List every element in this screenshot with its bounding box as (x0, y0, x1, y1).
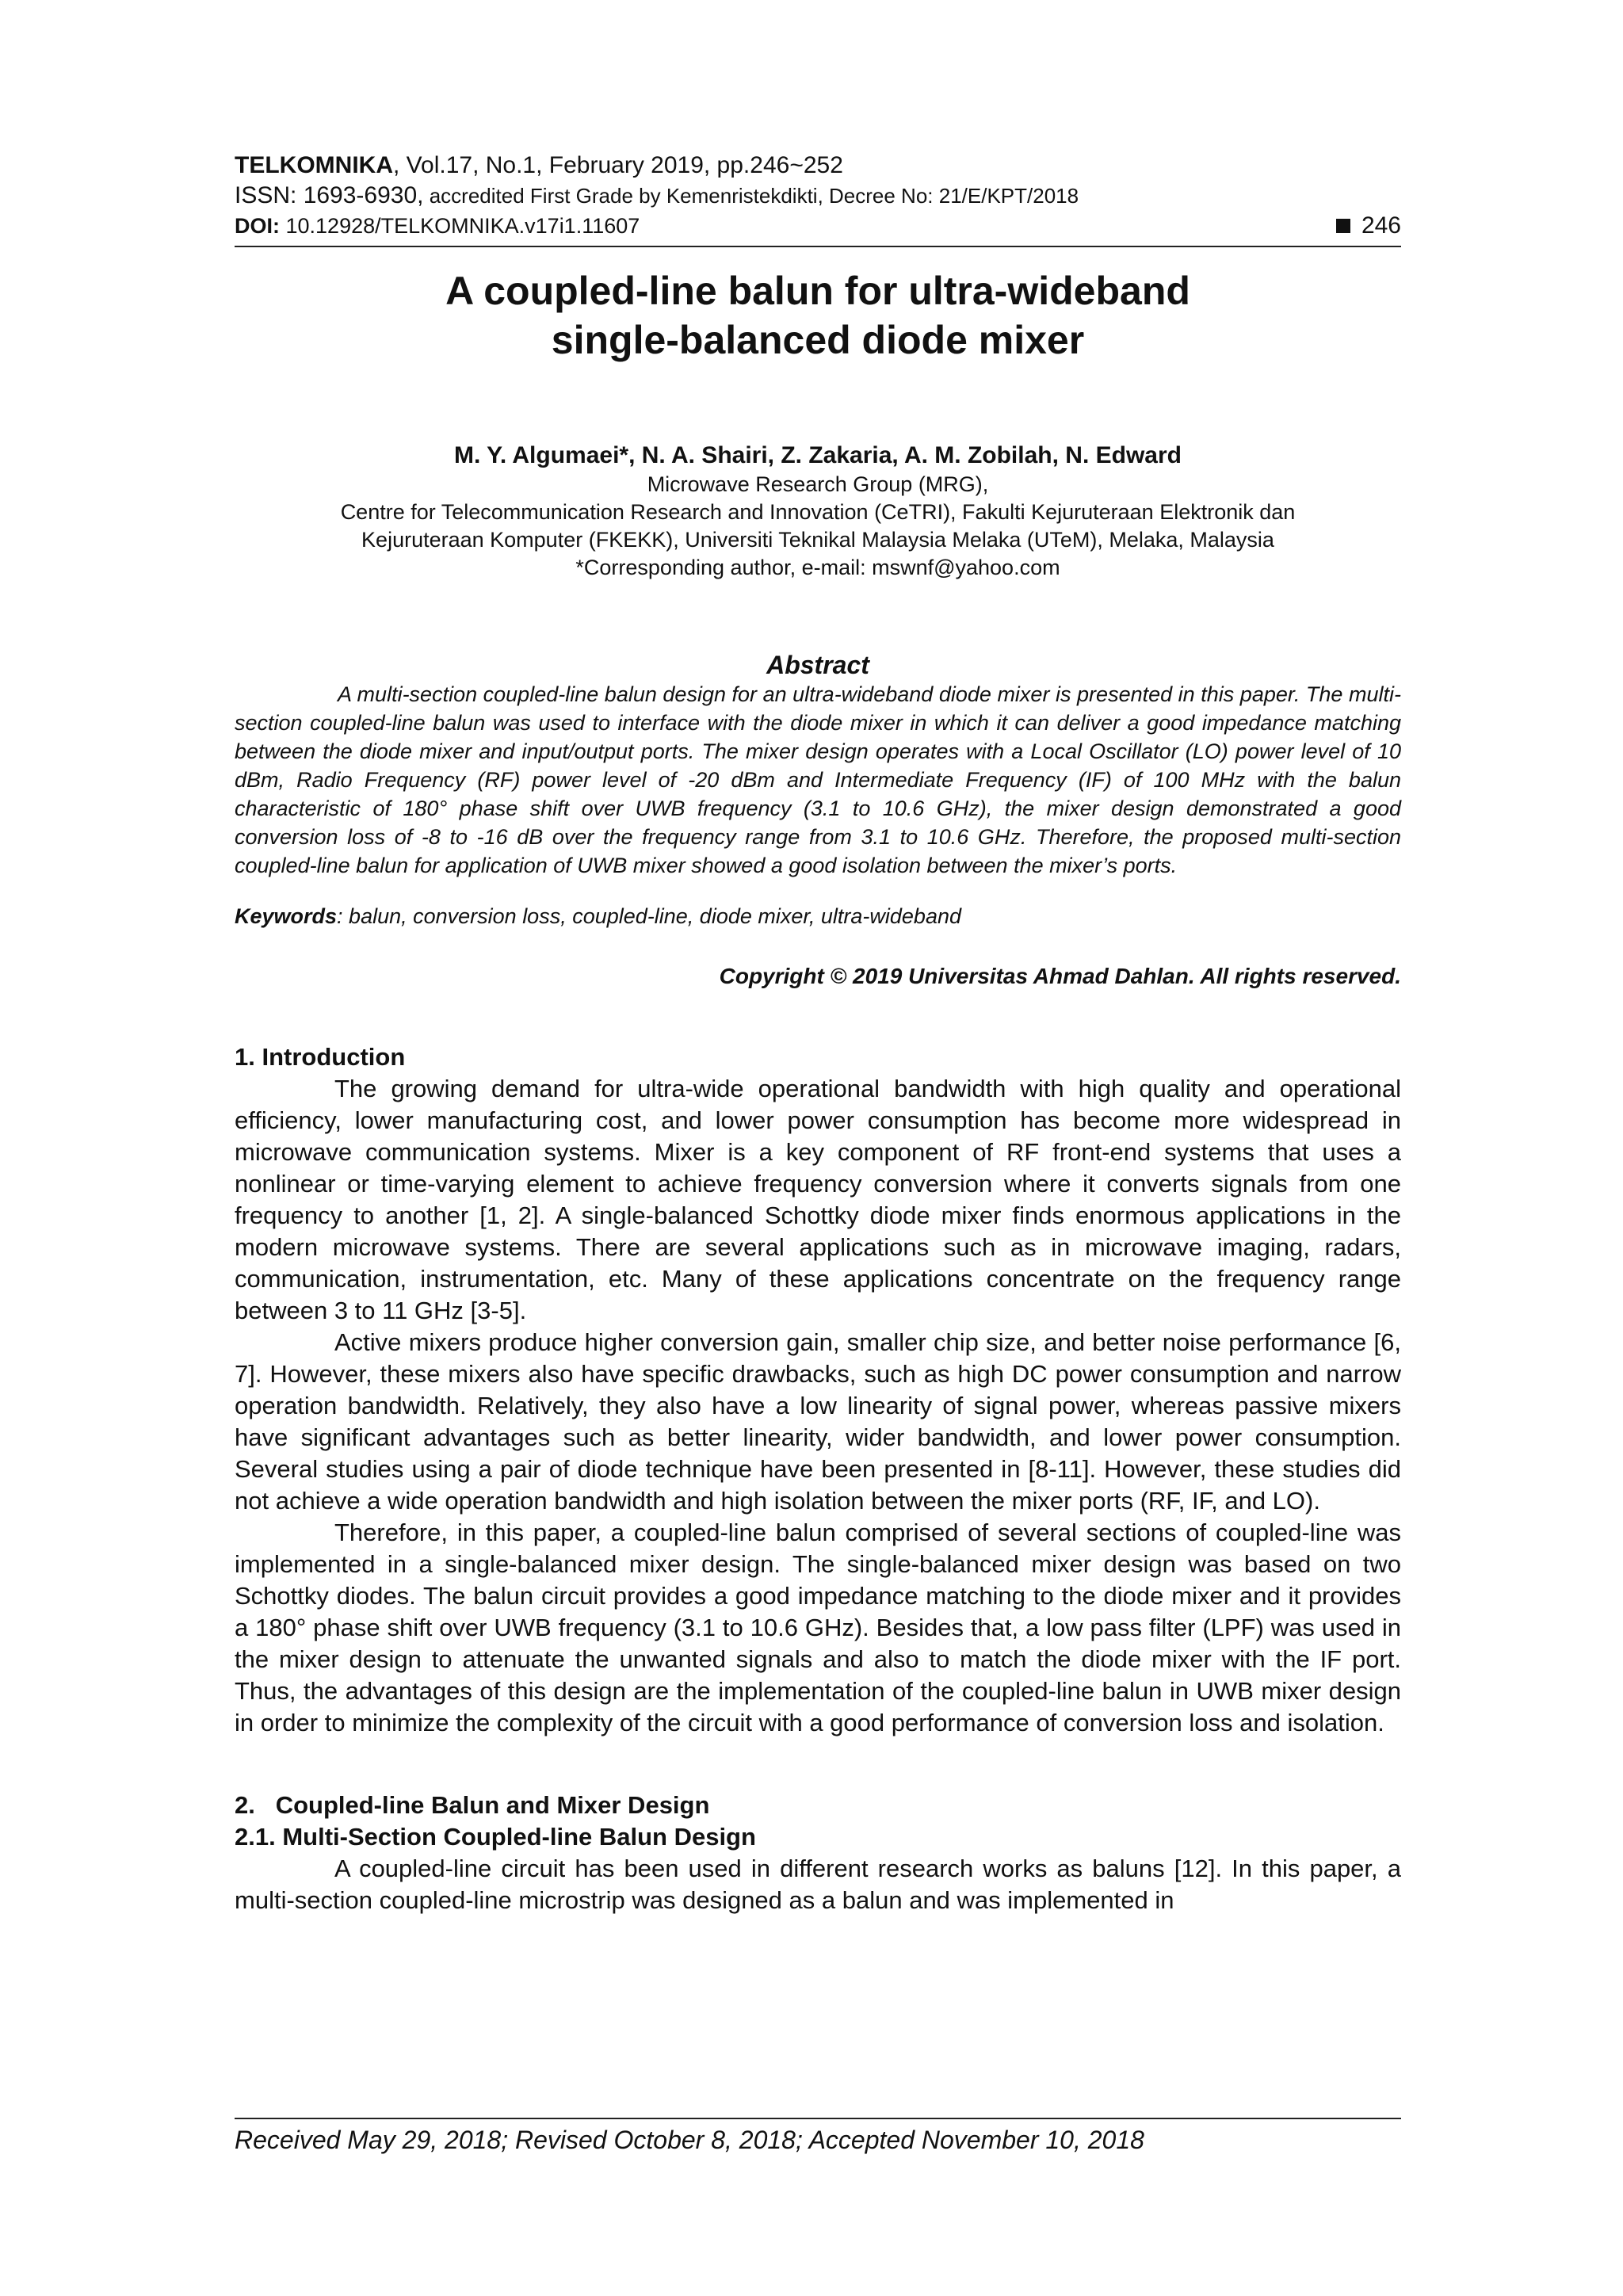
journal-name: TELKOMNIKA (235, 152, 393, 178)
body-paragraph: Therefore, in this paper, a coupled-line balun comprised of several sections of coupled-line was implemented in a single-balanced mixer design. The single-balanced mixer design was based on two Schottky diodes. The balun circuit provides a good impedance matching to the diode mixer and it provides a 180° phase shift over UWB frequency (3.1 to 10.6 GHz). Besides that, a low pass filter (LPF) was used in the mixer design to attenuate the unwanted signals and also to match the diode mixer with the IF port. Thus, the advantages of this design are the implementation of the coupled-line balun in UWB mixer design in order to minimize the complexity of the circuit with a good performance of conversion loss and isolation. (235, 1519, 1401, 1736)
keywords (235, 902, 1401, 930)
paper-title (235, 266, 1401, 365)
journal-info: , Vol.17, No.1, February 2019, pp.246~252 (392, 152, 843, 178)
page-footer (235, 2118, 1401, 2156)
affiliation-line: Centre for Telecommunication Research and Innovation (CeTRI), Fakulti Kejuruteraan Elektronik dan (340, 500, 1296, 524)
section-heading: 2. Coupled-line Balun and Mixer Design (235, 1791, 710, 1819)
footer-rule (235, 2118, 1401, 2119)
body-paragraph: Active mixers produce higher conversion gain, smaller chip size, and better noise performance [6, 7]. However, these mixers also have specific drawbacks, such as high DC power consumption and narrow operation bandwidth. Relatively, they also have a low linearity of signal power, whereas passive mixers have significant advantages such as better linearity, wider bandwidth, and lower power consumption. Several studies using a pair of diode technique have been presented in [8-11]. However, these studies did not achieve a wide operation bandwidth and high isolation between the mixer ports (RF, IF, and LO). (235, 1328, 1401, 1515)
header-rule (235, 246, 1401, 247)
issn-line (235, 181, 1401, 211)
keywords-text: : balun, conversion loss, coupled-line, diode mixer, ultra-wideband (337, 904, 961, 928)
page-number: 246 (1361, 212, 1401, 239)
section-heading: 1. Introduction (235, 1043, 406, 1071)
corresponding-author: *Corresponding author, e-mail: mswnf@yahoo.com (575, 556, 1060, 579)
doi-line (235, 211, 1401, 241)
authors: M. Y. Algumaei*, N. A. Shairi, Z. Zakaria, A. M. Zobilah, N. Edward (454, 442, 1182, 468)
journal-header (235, 151, 1401, 181)
keywords-label: Keywords (235, 904, 338, 928)
body-paragraph: The growing demand for ultra-wide operational bandwidth with high quality and operational efficiency, lower manufacturing cost, and lower power consumption has become more widespread in microwave communication systems. Mixer is a key component of RF front-end systems that uses a nonlinear or time-varying element to achieve frequency conversion where it converts signals from one frequency to another [1, 2]. A single-balanced Schottky diode mixer finds enormous applications in the modern microwave systems. There are several applications such as in microwave imaging, radars, communication, instrumentation, etc. Many of these applications concentrate on the frequency range between 3 to 11 GHz [3-5]. (235, 1075, 1401, 1324)
affiliation-line: Kejuruteraan Komputer (FKEKK), Universiti Teknikal Malaysia Melaka (UTeM), Melaka, Malaysia (361, 528, 1274, 552)
page-number-block (1336, 211, 1401, 241)
abstract-text: A multi-section coupled-line balun design for an ultra-wideband diode mixer is presented in this paper. The multi-section coupled-line balun was used to interface with the diode mixer in which it can deliver a good impedance matching between the diode mixer and input/output ports. The mixer design operates with a Local Oscillator (LO) power level of 10 dBm, Radio Frequency (RF) power level of -20 dBm and Intermediate Frequency (IF) of 100 MHz with the balun characteristic of 180° phase shift over UWB frequency (3.1 to 10.6 GHz), the mixer design demonstrated a good conversion loss of -8 to -16 dB over the frequency range from 3.1 to 10.6 GHz. Therefore, the proposed multi-section coupled-line balun for application of UWB mixer showed a good isolation between the mixer’s ports. (235, 682, 1401, 877)
issn-label: ISSN: 1693-6930, (235, 182, 424, 208)
paper-page (235, 151, 1401, 1916)
affiliation-line: Microwave Research Group (MRG), (647, 472, 989, 496)
subsection-heading: 2.1. Multi-Section Coupled-line Balun Design (235, 1823, 756, 1851)
issn-info: accredited First Grade by Kemenristekdikti, Decree No: 21/E/KPT/2018 (423, 184, 1079, 208)
square-bullet-icon (1336, 219, 1350, 233)
title-line-2: single-balanced diode mixer (551, 318, 1085, 362)
copyright-notice: Copyright © 2019 Universitas Ahmad Dahlan. All rights reserved. (719, 964, 1401, 988)
doi-label: DOI: (235, 214, 280, 238)
abstract-heading: Abstract (766, 651, 869, 679)
doi-value: 10.12928/TELKOMNIKA.v17i1.11607 (280, 214, 640, 238)
affiliation (235, 471, 1401, 582)
title-line-1: A coupled-line balun for ultra-wideband (445, 269, 1190, 313)
received-dates: Received May 29, 2018; Revised October 8, 2018; Accepted November 10, 2018 (235, 2126, 1144, 2154)
body-paragraph: A coupled-line circuit has been used in different research works as baluns [12]. In this paper, a multi-section coupled-line microstrip was designed as a balun and was implemented in (235, 1855, 1401, 1914)
